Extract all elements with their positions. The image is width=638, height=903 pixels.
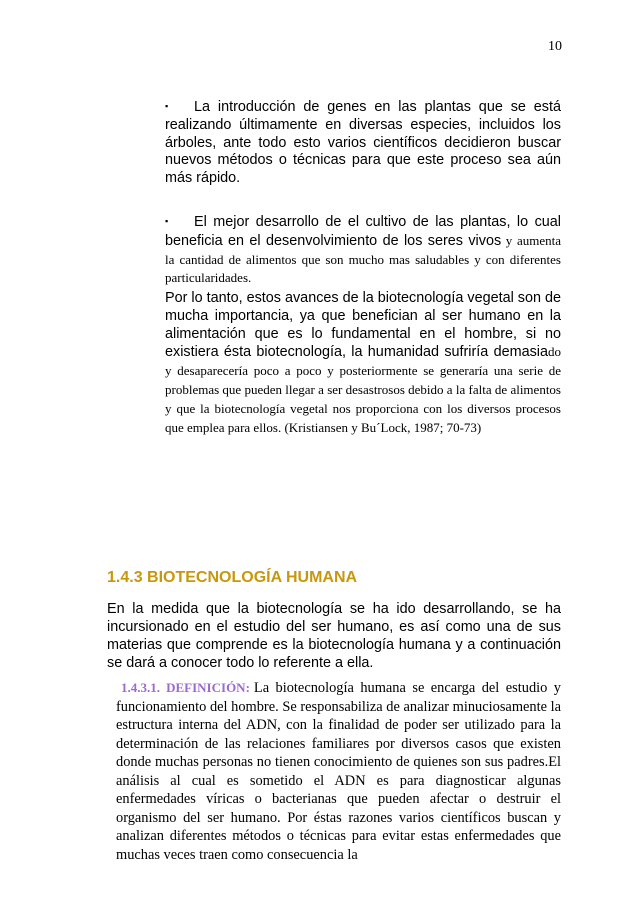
definition-label: 1.4.3.1. DEFINICIÓN: <box>121 680 250 695</box>
conclusion-text-continuation: do y desaparecería poco a poco y posteriormente se generaría una serie de problemas que pueden llegar a ser desastrosos debido a la falta de alimentos y que la biotecnología vegetal nos proporciona con los diversos procesos que emplea para ellos. (Kristiansen y Bu´Lock, 1987; 70-73) <box>165 344 561 435</box>
bullet-item-cultivo <box>165 213 561 288</box>
bullet-marker-icon: ▪ <box>165 101 169 111</box>
bullet-marker-icon: ▪ <box>165 216 169 226</box>
bullet-text: El mejor desarrollo de el cultivo de las plantas, lo cual beneficia en el desenvolvimiento de los seres vivos <box>165 214 561 249</box>
bullet-item-genes <box>165 98 561 188</box>
bullet-text-continuation: y aumenta la cantidad de alimentos que son mucho mas saludables y con diferentes particularidades. <box>165 232 561 286</box>
bullet-text: La introducción de genes en las plantas que se está realizando últimamente en diversas especies, incluidos los árboles, ante todo esto varios científicos decidieron buscar nuevos métodos o técnicas para que este proceso sea aún más rápido. <box>165 99 561 187</box>
conclusion-text: Por lo tanto, estos avances de la biotecnología vegetal son de mucha importancia, ya que benefician al ser humano en la alimentación que es lo fundamental en el hombre, si no existiera ésta biotecnología, la humanidad sufriría demasia <box>165 290 562 361</box>
definition-paragraph <box>116 679 561 864</box>
definition-text: La biotecnología humana se encarga del estudio y funcionamiento del hombre. Se responsabiliza de analizar minuciosamente la estructura interna del ADN, con la finalidad de poder ser utilizado para la determinación de las relaciones familiares por diversos casos que existen donde muchas personas no tienen conocimiento de quienes son sus padres.El análisis al cual es sometido el ADN es para diagnosticar algunas enfermedades víricas o bacterianas que pueden afectar o destruir el organismo del ser humano. Por éstas razones varios científicos buscan y analizan diferentes métodos o técnicas para evitar estas enfermedades que muchas veces traen como consecuencia la <box>116 680 561 863</box>
section-heading: 1.4.3 BIOTECNOLOGÍA HUMANA <box>107 569 358 586</box>
section-intro: En la medida que la biotecnología se ha ido desarrollando, se ha incursionado en el estudio del ser humano, es así como una de sus materias que comprende es la biotecnología humana y a continuación se dará a conocer todo lo referente a ella. <box>107 601 561 671</box>
page-number: 10 <box>548 39 562 54</box>
conclusion-paragraph <box>165 290 561 437</box>
